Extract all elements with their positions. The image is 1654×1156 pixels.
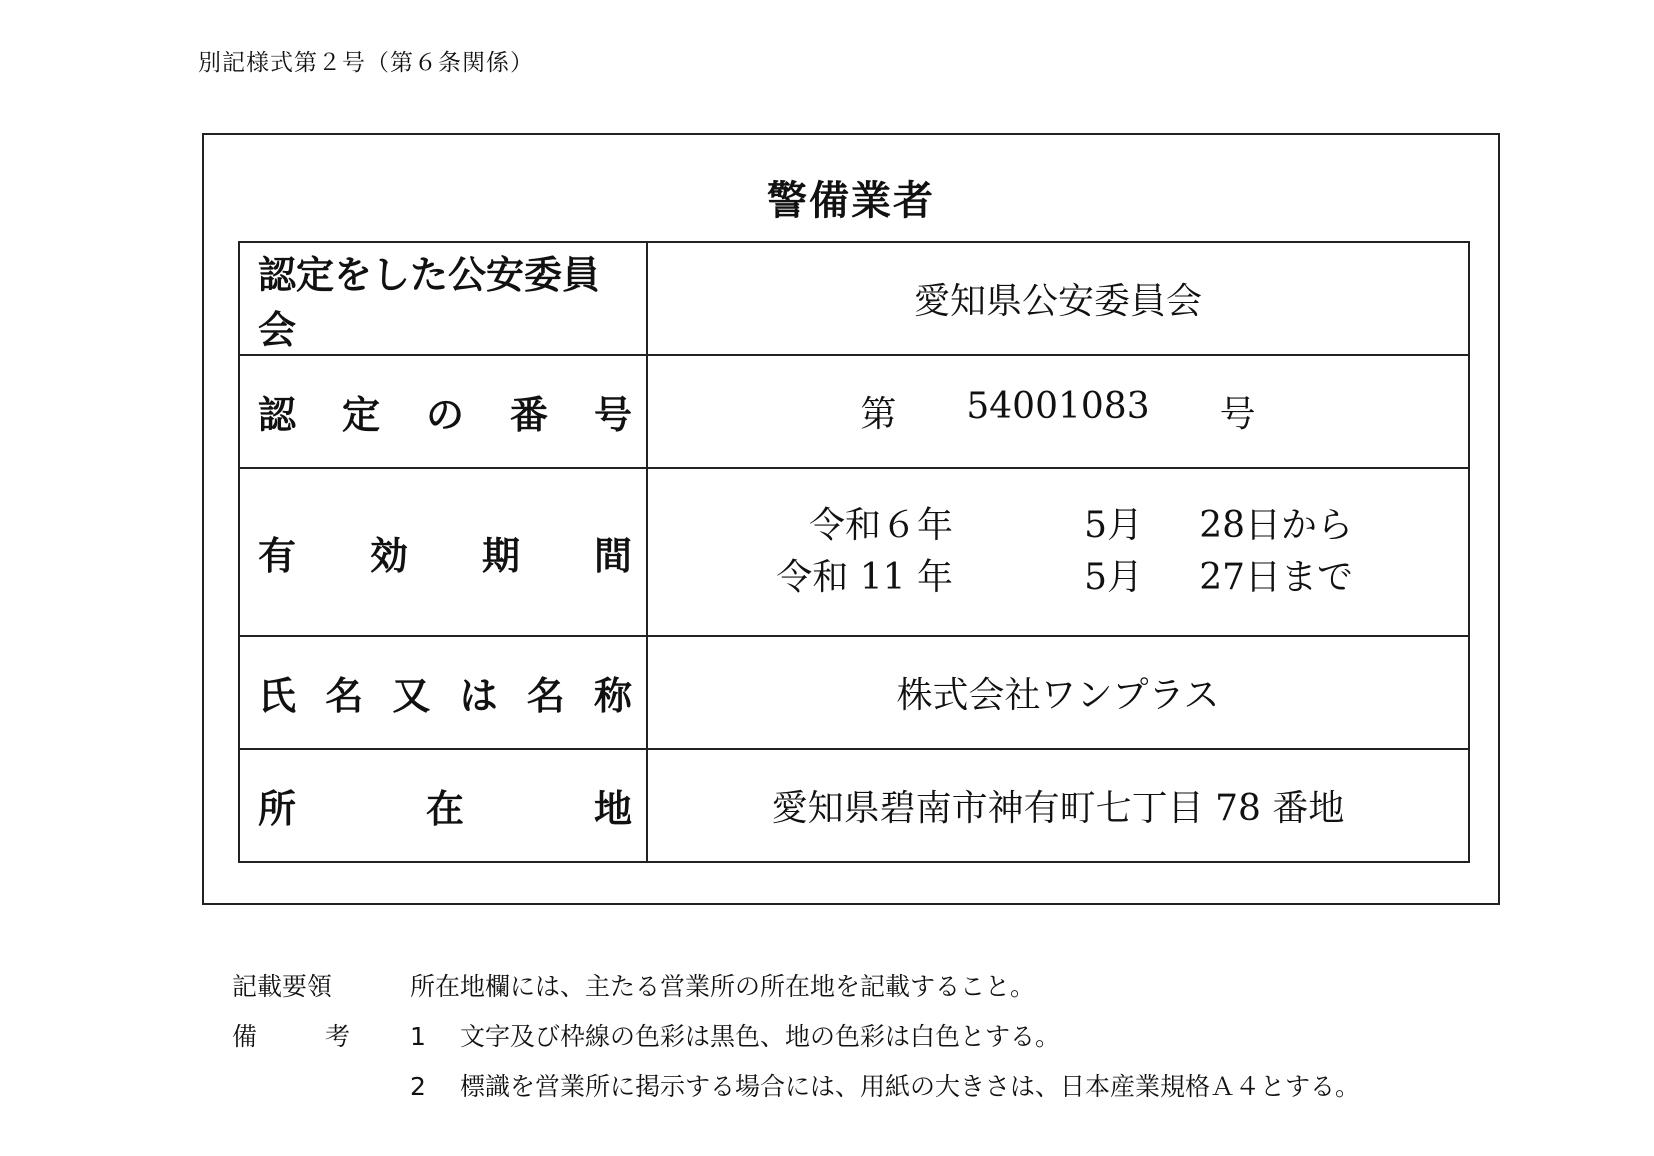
- label-text: 認定をした公安委員会: [258, 252, 601, 352]
- instructions-row: [232, 962, 1360, 1012]
- remark-number: 2: [410, 1072, 426, 1101]
- form-reference: 別記様式第２号（第６条関係）: [198, 50, 534, 76]
- label-char: 番: [509, 393, 548, 437]
- label-char: 氏: [258, 674, 297, 718]
- label-char: 認: [258, 393, 297, 437]
- label-name: [239, 636, 647, 749]
- label-char: 名: [526, 674, 565, 718]
- end-month: 5月: [1084, 557, 1143, 598]
- label-char: は: [459, 674, 498, 718]
- validity-end: [648, 552, 1468, 604]
- instructions-text: 所在地欄には、主たる営業所の所在地を記載すること。: [410, 972, 1036, 1001]
- label-char: 効: [369, 533, 408, 578]
- label-address: [239, 749, 647, 862]
- value-name: 株式会社ワンプラス: [647, 636, 1469, 749]
- cert-number-prefix: 第: [860, 394, 897, 435]
- start-era-year: 令和６年: [808, 505, 953, 546]
- label-validity: [239, 468, 647, 636]
- value-validity: [647, 468, 1469, 636]
- label-char: 備: [232, 1022, 258, 1051]
- remark-text: 標識を営業所に掲示する場合には、用紙の大きさは、日本産業規格Ａ４とする。: [460, 1072, 1361, 1101]
- label-char: 期: [481, 533, 520, 578]
- remark-number: 1: [410, 1022, 426, 1051]
- label-cert-number: [239, 355, 647, 468]
- sign-frame: [202, 133, 1500, 905]
- value-address: 愛知県碧南市神有町七丁目 78 番地: [647, 749, 1469, 862]
- start-month: 5月: [1084, 505, 1143, 546]
- label-char: 地: [593, 787, 632, 831]
- label-char: 在: [425, 787, 464, 831]
- sign-info-table: [238, 241, 1470, 863]
- notes-section: [232, 962, 1360, 1112]
- sign-title: 警備業者: [767, 178, 935, 224]
- label-text: [258, 665, 632, 720]
- cert-number-suffix: 号: [1219, 394, 1256, 435]
- remark-text: 文字及び枠線の色彩は黒色、地の色彩は白色とする。: [460, 1022, 1061, 1051]
- table-row: [239, 242, 1469, 355]
- value-cert-number: [647, 355, 1469, 468]
- table-row: [239, 749, 1469, 862]
- label-char: 考: [324, 1022, 350, 1051]
- label-char: 名: [325, 674, 364, 718]
- cert-number: 54001083: [966, 386, 1150, 427]
- label-commission: [239, 242, 647, 355]
- label-char: の: [425, 393, 464, 437]
- table-row: [239, 355, 1469, 468]
- validity-start: [648, 500, 1468, 552]
- label-char: 称: [593, 674, 632, 718]
- end-day: 27日まで: [1199, 557, 1353, 598]
- label-text: [258, 778, 632, 833]
- label-char: 定: [341, 393, 380, 437]
- label-char: 所: [258, 787, 297, 831]
- label-char: 有: [258, 533, 297, 578]
- instructions-heading: 記載要領: [232, 972, 333, 1001]
- label-text: [258, 525, 632, 580]
- remarks-heading: [232, 1012, 350, 1062]
- label-char: 号: [593, 393, 632, 437]
- start-day: 28日から: [1199, 505, 1353, 546]
- label-char: 間: [593, 533, 632, 578]
- remarks-row-1: [232, 1012, 1360, 1062]
- label-char: 又: [392, 674, 431, 718]
- value-commission: 愛知県公安委員会: [647, 242, 1469, 355]
- end-era-year: 令和 11 年: [776, 557, 953, 598]
- table-row: [239, 636, 1469, 749]
- table-row: [239, 468, 1469, 636]
- remarks-row-2: [232, 1062, 1360, 1112]
- label-text: [258, 384, 632, 439]
